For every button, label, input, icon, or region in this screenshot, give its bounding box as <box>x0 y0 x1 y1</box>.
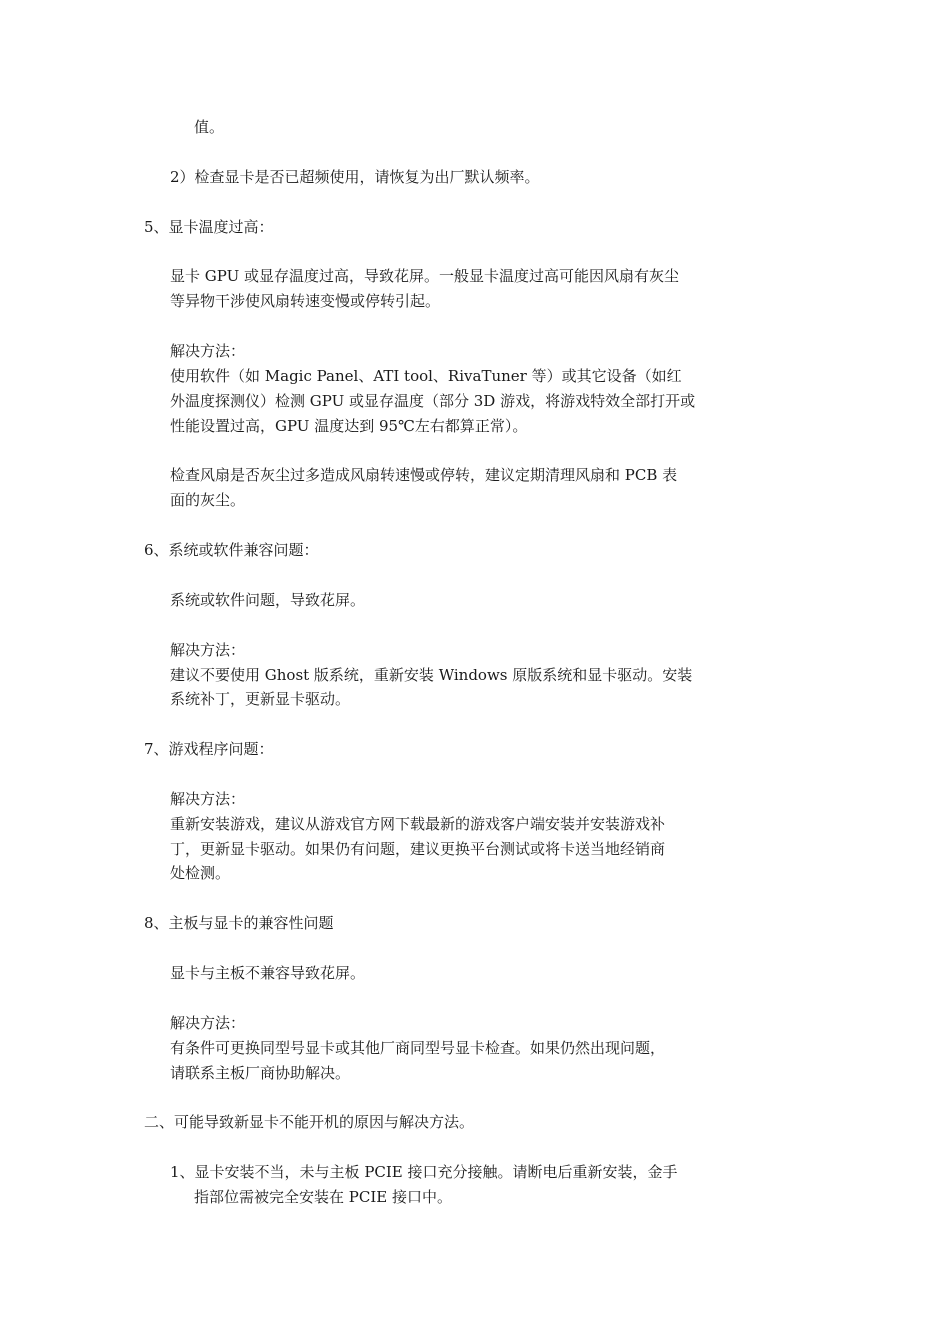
solution-label: 解决方法： <box>170 342 246 360</box>
text-line: 重新安装游戏，建议从游戏官方网下载最新的游戏客户端安装并安装游戏补 <box>170 815 666 833</box>
text-line: 系统补丁，更新显卡驱动。 <box>170 690 351 708</box>
text-line: 显卡 GPU 或显存温度过高，导致花屏。一般显卡温度过高可能因风扇有灰尘 <box>170 267 679 285</box>
text-line: 等异物干涉使风扇转速变慢或停转引起。 <box>170 292 441 310</box>
section-heading-6: 6、系统或软件兼容问题： <box>144 541 319 559</box>
text-line: 检查风扇是否灰尘过多造成风扇转速慢或停转，建议定期清理风扇和 PCB 表 <box>170 466 678 484</box>
text-line: 丁，更新显卡驱动。如果仍有问题，建议更换平台测试或将卡送当地经销商 <box>170 840 666 858</box>
solution-label: 解决方法： <box>170 1014 246 1032</box>
chapter-heading-2: 二、可能导致新显卡不能开机的原因与解决方法。 <box>144 1113 475 1131</box>
text-line: 使用软件（如 Magic Panel、ATI tool、RivaTuner 等）或其它设备（如红 <box>170 367 682 385</box>
text-line: 显卡与主板不兼容导致花屏。 <box>170 964 366 982</box>
text-line: 建议不要使用 Ghost 版系统，重新安装 Windows 原版系统和显卡驱动。安装 <box>170 666 693 684</box>
solution-label: 解决方法： <box>170 790 246 808</box>
text-line: 请联系主板厂商协助解决。 <box>170 1064 351 1082</box>
solution-label: 解决方法： <box>170 641 246 659</box>
text-line-continuation: 值。 <box>194 118 225 136</box>
text-line-step-2: 2）检查显卡是否已超频使用，请恢复为出厂默认频率。 <box>170 168 540 186</box>
section-heading-7: 7、游戏程序问题： <box>144 740 274 758</box>
text-line: 系统或软件问题，导致花屏。 <box>170 591 366 609</box>
text-line: 有条件可更换同型号显卡或其他厂商同型号显卡检查。如果仍然出现问题， <box>170 1039 666 1057</box>
section-heading-5: 5、显卡温度过高： <box>144 218 274 236</box>
text-line-continuation: 指部位需被完全安装在 PCIE 接口中。 <box>194 1188 452 1206</box>
text-line: 面的灰尘。 <box>170 491 246 509</box>
text-line: 性能设置过高，GPU 温度达到 95℃左右都算正常）。 <box>170 417 528 435</box>
section-heading-8: 8、主板与显卡的兼容性问题 <box>144 914 334 932</box>
text-line: 处检测。 <box>170 864 231 882</box>
list-item-1: 1、显卡安装不当，未与主板 PCIE 接口充分接触。请断电后重新安装，金手 <box>170 1163 678 1181</box>
text-line: 外温度探测仪）检测 GPU 或显存温度（部分 3D 游戏，将游戏特效全部打开或 <box>170 392 696 410</box>
